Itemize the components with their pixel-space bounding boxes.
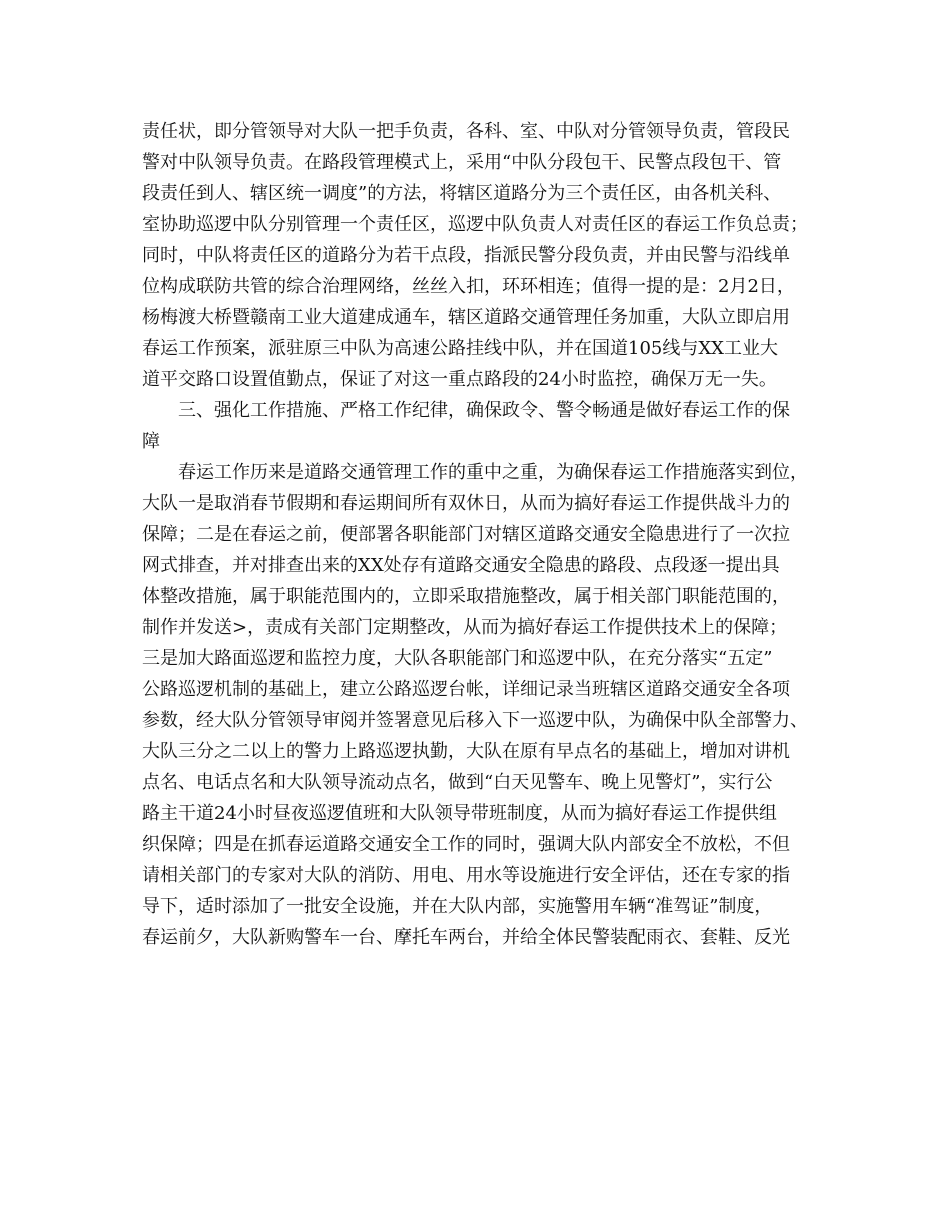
- text-line: 春运前夕，大队新购警车一台、摩托车两台，并给全体民警装配雨衣、套鞋、反光: [142, 927, 790, 948]
- text-line: 责任状，即分管领导对大队一把手负责，各科、室、中队对分管领导负责，管段民: [142, 121, 790, 142]
- text-line: 公路巡逻机制的基础上，建立公路巡逻台帐，详细记录当班辖区道路交通安全各项: [142, 679, 790, 700]
- section-heading-continued: 障: [142, 431, 160, 452]
- text-line: 制作并发送>，责成有关部门定期整改，从而为搞好春运工作提供技术上的保障；: [142, 617, 788, 638]
- text-line: 杨梅渡大桥暨赣南工业大道建成通车，辖区道路交通管理任务加重，大队立即启用: [142, 307, 790, 328]
- text-line: 大队三分之二以上的警力上路巡逻执勤，大队在原有早点名的基础上，增加对讲机: [142, 741, 790, 762]
- text-line: 导下，适时添加了一批安全设施，并在大队内部，实施警用车辆“准驾证”制度，: [142, 896, 773, 917]
- text-line: 织保障；四是在抓春运道路交通安全工作的同时，强调大队内部安全不放松，不但: [142, 834, 790, 855]
- text-line: 参数，经大队分管领导审阅并签署意见后移入下一巡逻中队，为确保中队全部警力、: [142, 710, 808, 731]
- text-line: 大队一是取消春节假期和春运期间所有双休日，从而为搞好春运工作提供战斗力的: [142, 493, 790, 514]
- text-line: 请相关部门的专家对大队的消防、用电、用水等设施进行安全评估，还在专家的指: [142, 865, 790, 886]
- text-line: 位构成联防共管的综合治理网络，丝丝入扣，环环相连；值得一提的是：2月2日，: [142, 276, 795, 297]
- text-line: 春运工作预案，派驻原三中队为高速公路挂线中队，并在国道105线与XX工业大: [142, 338, 778, 359]
- section-heading: 三、强化工作措施、严格工作纪律，确保政令、警令畅通是做好春运工作的保: [178, 400, 790, 421]
- text-line: 体整改措施，属于职能范围内的，立即采取措施整改，属于相关部门职能范围的，: [142, 586, 790, 607]
- text-line: 道平交路口设置值勤点，保证了对这一重点路段的24小时监控，确保万无一失。: [142, 369, 777, 390]
- text-line: 同时，中队将责任区的道路分为若干点段，指派民警分段负责，并由民警与沿线单: [142, 245, 790, 266]
- paragraph-start: 春运工作历来是道路交通管理工作的重中之重，为确保春运工作措施落实到位，: [178, 462, 808, 483]
- text-line: 室协助巡逻中队分别管理一个责任区，巡逻中队负责人对责任区的春运工作负总责；: [142, 214, 808, 235]
- text-line: 保障；二是在春运之前，便部署各职能部门对辖区道路交通安全隐患进行了一次拉: [142, 524, 790, 545]
- text-line: 点名、电话点名和大队领导流动点名，做到“白天见警车、晚上见警灯”，实行公: [142, 772, 773, 793]
- text-line: 三是加大路面巡逻和监控力度，大队各职能部门和巡逻中队，在充分落实“五定”: [142, 648, 773, 669]
- body-text: [142, 116, 842, 953]
- text-line: 路主干道24小时昼夜巡逻值班和大队领导带班制度，从而为搞好春运工作提供组: [142, 803, 777, 824]
- text-line: 段责任到人、辖区统一调度”的方法，将辖区道路分为三个责任区，由各机关科、: [142, 183, 782, 204]
- text-line: 网式排查，并对排查出来的XX处存有道路交通安全隐患的路段、点段逐一提出具: [142, 555, 780, 576]
- text-line: 警对中队领导负责。在路段管理模式上，采用“中队分段包干、民警点段包干、管: [142, 152, 782, 173]
